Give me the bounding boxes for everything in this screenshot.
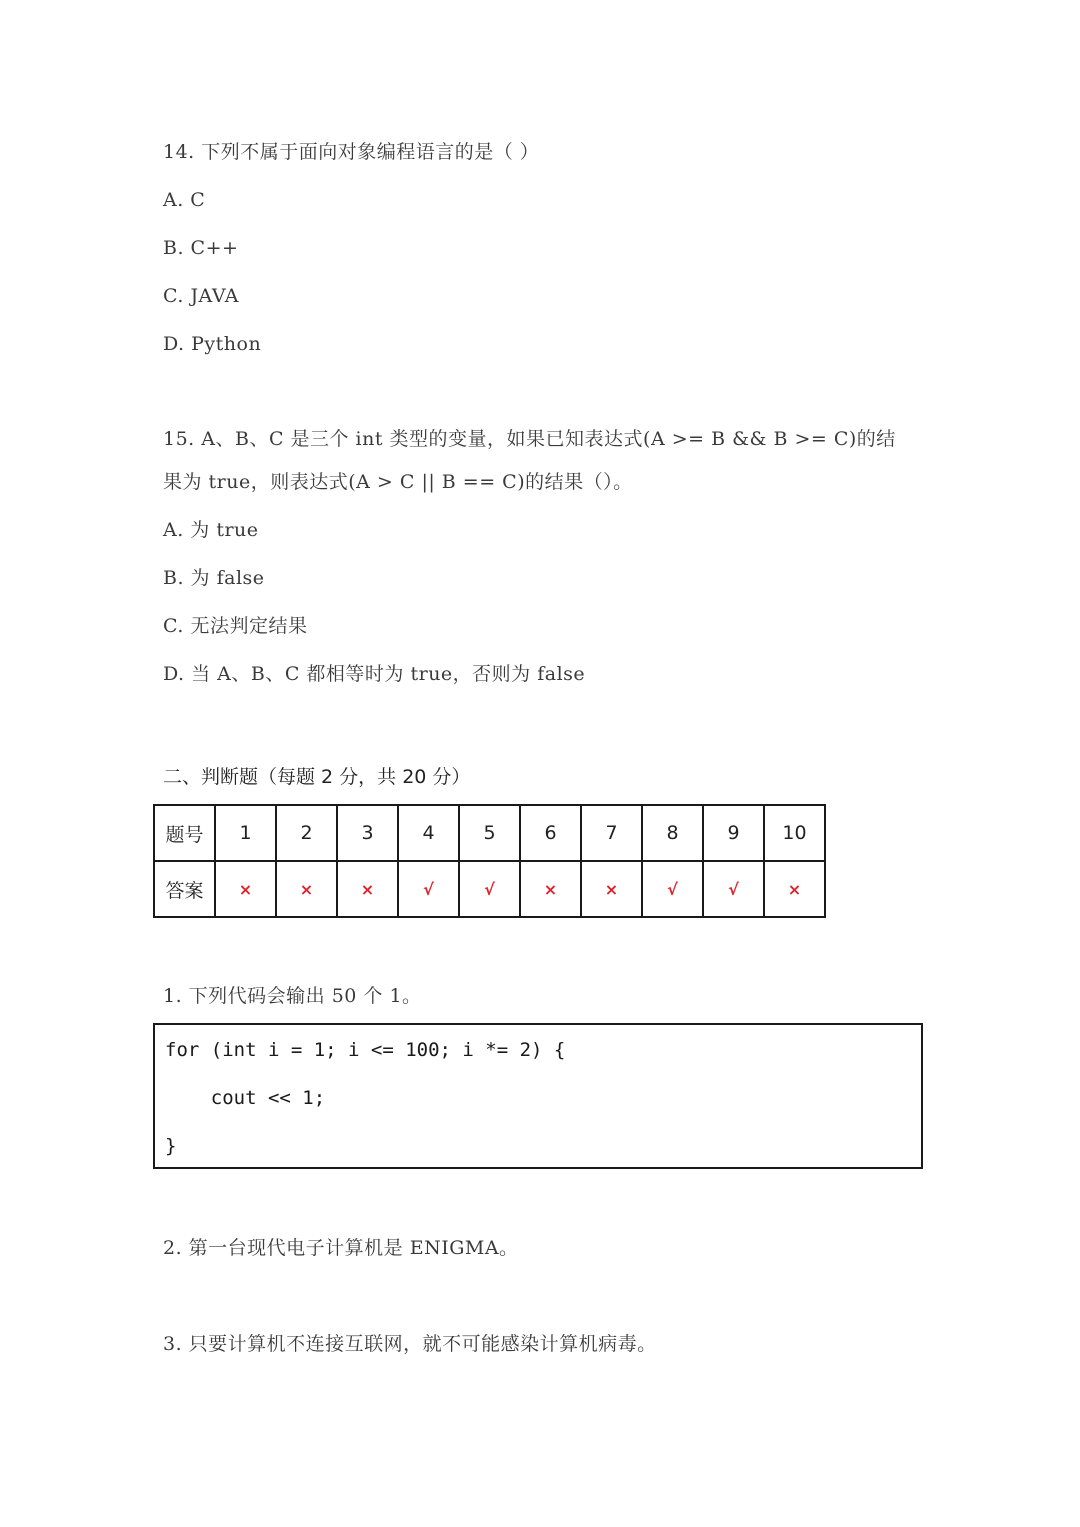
- answer-table: [153, 804, 826, 918]
- question-14-option-b: B. C++: [163, 237, 239, 259]
- question-14-option-a: A. C: [163, 189, 206, 211]
- question-14-option-d: D. Python: [163, 333, 262, 355]
- table-cell-answer-mark: ×: [276, 861, 337, 917]
- table-cell-answer-mark: ×: [337, 861, 398, 917]
- question-14-option-c: C. JAVA: [163, 285, 239, 307]
- table-cell-number: 10: [764, 805, 825, 861]
- table-cell-answer-mark: √: [459, 861, 520, 917]
- table-cell-number: 4: [398, 805, 459, 861]
- table-cell-number: 8: [642, 805, 703, 861]
- tf-question-3-stem: 3. 只要计算机不连接互联网，就不可能感染计算机病毒。: [163, 1333, 657, 1355]
- code-line: for (int i = 1; i <= 100; i *= 2) {: [165, 1039, 566, 1061]
- tf-question-2-stem: 2. 第一台现代电子计算机是 ENIGMA。: [163, 1237, 519, 1259]
- table-cell-answer-mark: ×: [520, 861, 581, 917]
- table-cell-answer-mark: √: [398, 861, 459, 917]
- section-title-true-false: 二、判断题（每题 2 分，共 20 分）: [163, 766, 471, 788]
- code-line: }: [165, 1135, 177, 1157]
- table-cell-number: 7: [581, 805, 642, 861]
- question-15-option-d: D. 当 A、B、C 都相等时为 true，否则为 false: [163, 663, 586, 685]
- question-14-stem: 14. 下列不属于面向对象编程语言的是（ ）: [163, 141, 540, 163]
- question-15-stem-line2: 果为 true，则表达式(A > C || B == C)的结果（）。: [163, 471, 633, 493]
- question-15-option-b: B. 为 false: [163, 567, 265, 589]
- code-line: cout << 1;: [165, 1087, 326, 1109]
- question-15-option-a: A. 为 true: [163, 519, 259, 541]
- table-cell-number: 5: [459, 805, 520, 861]
- table-cell-answer-mark: √: [642, 861, 703, 917]
- table-cell-number: 1: [215, 805, 276, 861]
- table-header-answer: 答案: [154, 861, 215, 917]
- tf-question-1-stem: 1. 下列代码会输出 50 个 1。: [163, 985, 422, 1007]
- table-cell-answer-mark: ×: [215, 861, 276, 917]
- table-cell-answer-mark: ×: [764, 861, 825, 917]
- table-cell-answer-mark: ×: [581, 861, 642, 917]
- table-cell-number: 6: [520, 805, 581, 861]
- table-cell-number: 9: [703, 805, 764, 861]
- question-15-option-c: C. 无法判定结果: [163, 615, 308, 637]
- table-cell-number: 2: [276, 805, 337, 861]
- table-cell-number: 3: [337, 805, 398, 861]
- question-15-stem-line1: 15. A、B、C 是三个 int 类型的变量，如果已知表达式(A >= B && B >= C)的结: [163, 428, 896, 450]
- answer-table-number-row: [154, 805, 825, 861]
- answer-table-answer-row: [154, 861, 825, 917]
- code-block: [153, 1023, 923, 1169]
- table-cell-answer-mark: √: [703, 861, 764, 917]
- table-header-question-number: 题号: [154, 805, 215, 861]
